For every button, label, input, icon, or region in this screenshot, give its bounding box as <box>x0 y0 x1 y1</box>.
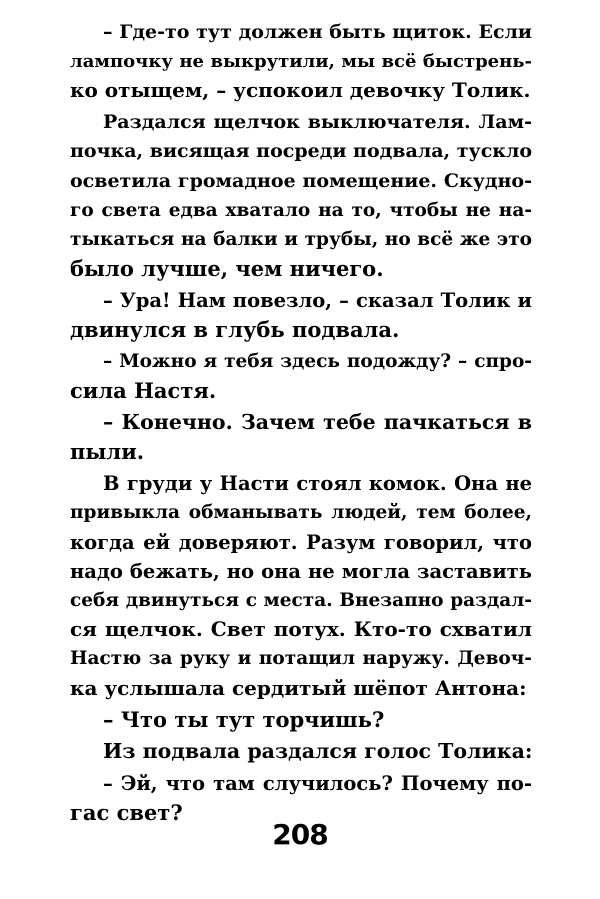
text-line: надо бежать, но она не могла заставить <box>70 559 532 583</box>
page-number: 208 <box>272 818 328 851</box>
paragraph-3 <box>70 286 532 344</box>
text-line: ся щелчок. Свет потух. Кто-то схватил <box>70 617 532 642</box>
text-line: лампочку не выкрутили, мы всё быстрень- <box>70 51 532 73</box>
text-line: сила Настя. <box>70 378 217 404</box>
paragraph-6 <box>70 469 532 703</box>
text-line: почка, висящая посреди подвала, тускло <box>70 140 533 163</box>
text-line: когда ей доверяют. Разум говорил, что <box>70 530 532 554</box>
text-line: ка услышала сердитый шёпот Антона: <box>70 675 527 700</box>
paragraph-2 <box>70 108 532 283</box>
text-line: – Ура! Нам повезло, – сказал Толик и <box>103 289 532 313</box>
paragraph-7 <box>70 705 532 734</box>
text-line: В груди у Насти стоял комок. Она не <box>103 472 532 496</box>
text-line: го света едва хватало на то, чтобы не на- <box>70 199 532 221</box>
paragraph-8 <box>70 737 532 766</box>
text-line: пыли. <box>70 439 145 465</box>
text-line: – Эй, что там случилось? Почему по- <box>103 772 532 796</box>
text-line: гас свет? <box>70 800 183 826</box>
text-line: Раздался щелчок выключателя. Лам- <box>103 111 532 134</box>
text-line: двинулся в глубь подвала. <box>70 317 400 343</box>
text-line: себя двинуться с места. Внезапно раздал- <box>70 590 532 611</box>
paragraph-4 <box>70 347 532 405</box>
text-line: Настю за руку и потащил наружу. Девоч- <box>70 648 532 670</box>
text-line: Из подвала раздался голос Толика: <box>103 739 533 764</box>
text-line: – Что ты тут торчишь? <box>103 707 385 733</box>
text-line: привыкла обманывать людей, тем более, <box>70 502 532 524</box>
text-line: тыкаться на балки и трубы, но всё же это <box>70 229 532 250</box>
text-line: – Где-то тут должен быть щиток. Если <box>103 21 532 43</box>
text-line: – Конечно. Зачем тебе пачкаться в <box>103 410 532 435</box>
text-line: ко отыщем, – успокоил девочку Толик. <box>70 78 531 103</box>
paragraph-1 <box>70 18 532 106</box>
text-line: было лучше, чем ничего. <box>70 256 384 282</box>
page-body <box>70 18 532 828</box>
text-line: – Можно я тебя здесь подожду? – спро- <box>103 351 532 373</box>
text-line: осветила громадное помещение. Скудно- <box>70 169 532 192</box>
paragraph-5 <box>70 408 532 466</box>
